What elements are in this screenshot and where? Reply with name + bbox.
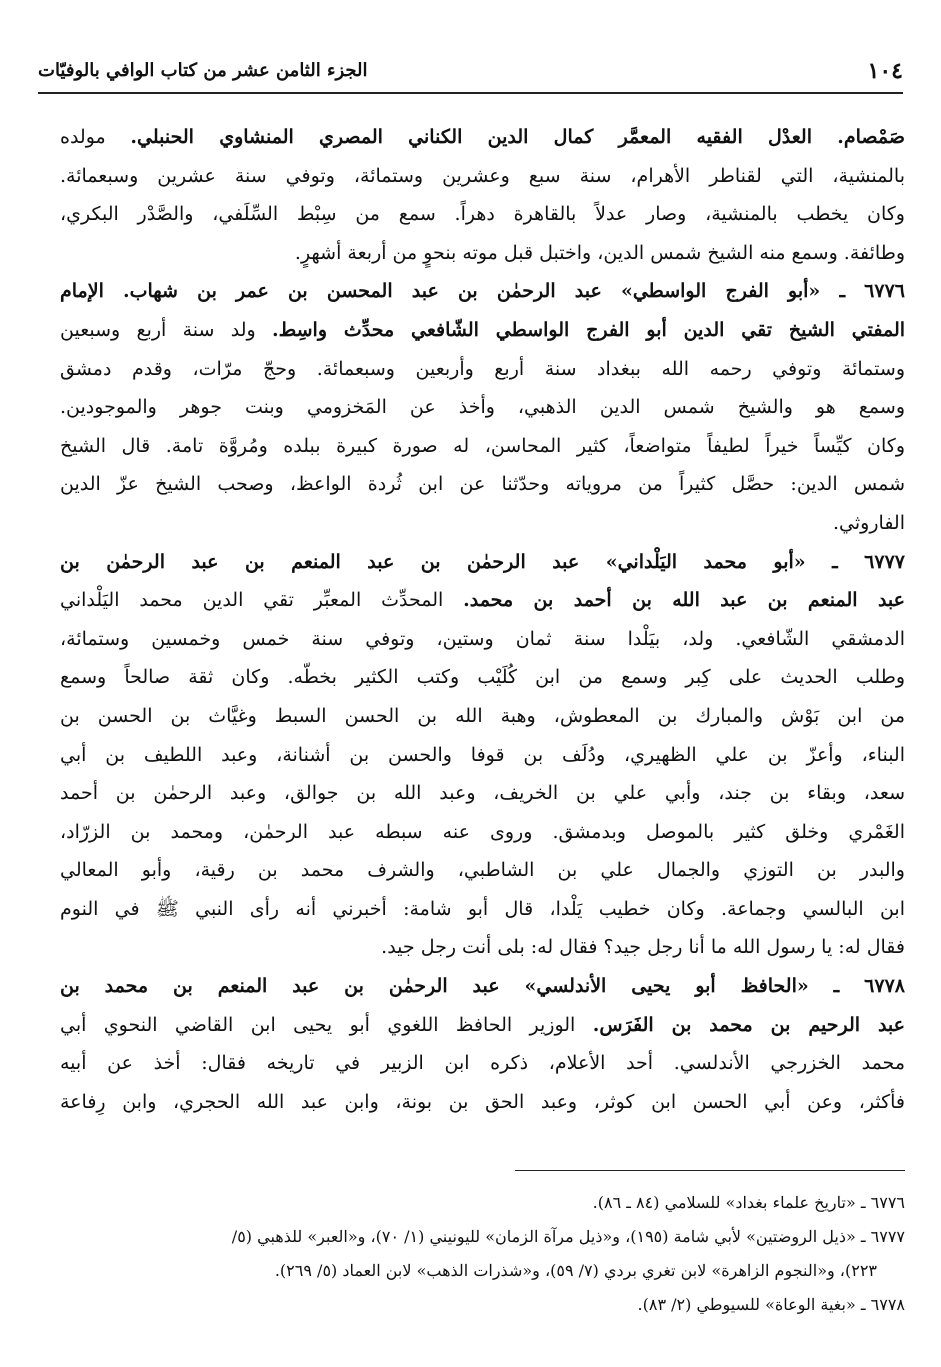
text-line <box>60 311 905 350</box>
text-line <box>60 157 905 196</box>
text-line <box>60 813 905 852</box>
body-text: بالمنشية، التي لقناطر الأهرام، سنة سبع وعشرين وستمائة، وتوفي سنة عشرين وسبعمائة. <box>60 164 905 187</box>
text-line <box>60 697 905 736</box>
text-line <box>60 581 905 620</box>
text-line <box>60 427 905 466</box>
body-text: ابن البالسي وجماعة. وكان خطيب يَلْدا، قال أبو شامة: أخبرني أنه رأى النبي ﷺ في النوم <box>60 897 905 920</box>
text-line <box>60 890 905 929</box>
text-line <box>60 1044 905 1083</box>
body-text: الفاروثي. <box>833 511 905 534</box>
running-header <box>38 52 903 92</box>
text-line <box>60 1083 905 1122</box>
text-line <box>60 465 905 504</box>
body-text: وكان كيِّساً خيراً لطيفاً متواضعاً، كثير المحاسن، له صورة كبيرة ببلده ومُروَّة تامة. قال الشيخ <box>60 434 905 457</box>
body-text: الوزير الحافظ اللغوي أبو يحيى ابن القاضي النحوي أبي <box>60 1013 593 1036</box>
body-text: شمس الدين: حصَّل كثيراً من مروياته وحدّثنا عن ابن ثُردة الواعظ، وصحب الشيخ عزّ الدين <box>60 473 905 496</box>
footnote-separator <box>515 1170 905 1171</box>
text-line <box>60 736 905 775</box>
entry-heading-text: عبد المنعم بن عبد الله بن أحمد بن محمد. <box>463 589 905 612</box>
text-line <box>60 1006 905 1045</box>
body-text: وطلب الحديث على كِبر وسمع من ابن كُلَيْب وكتب الكثير بخطّه. وكان ثقة صالحاً وسمع <box>60 666 905 689</box>
text-line <box>60 195 905 234</box>
main-text <box>60 118 905 1121</box>
entry-heading-text: ٦٧٧٨ ـ «الحافظ أبو يحيى الأندلسي» عبد الرحمٰن بن عبد المنعم بن محمد بن <box>60 975 905 998</box>
body-text: الغَمْري وخلق كثير بالموصل وبدمشق. وروى عنه سبطه عبد الرحمٰن، ومحمد بن الزرّاد، <box>60 820 905 843</box>
body-text: والبدر بن التوزي والجمال علي بن الشاطبي، والشرف محمد بن رقية، وأبو المعالي <box>60 859 905 882</box>
body-text: وكان يخطب بالمنشية، وصار عدلاً بالقاهرة دهراً. سمع من سِبْط السِّلَفي، والصَّدْر البكري، <box>60 203 905 226</box>
body-text: فأكثر، وعن أبي الحسن ابن كوثر، وعبد الحق بن بونة، وابن عبد الله الحجري، وابن رِفاعة <box>60 1090 905 1113</box>
text-line <box>60 851 905 890</box>
entry-heading-text: المفتي الشيخ تقي الدين أبو الفرج الواسطي الشّافعي محدِّث واسِط. <box>271 318 905 341</box>
text-line <box>60 620 905 659</box>
page-number: ١٠٤ <box>867 58 903 84</box>
running-title: الجزء الثامن عشر من كتاب الوافي بالوفيّات <box>38 60 368 81</box>
entry-heading-text: عبد الرحيم بن محمد بن الفَرَس. <box>592 1013 905 1036</box>
text-line <box>60 504 905 543</box>
entry-heading-text: ٦٧٧٧ ـ «أبو محمد اليَلْداني» عبد الرحمٰن بن عبد المنعم بن عبد الرحمٰن بن <box>60 550 905 573</box>
body-text: ولد سنة أربع وسبعين <box>60 318 272 341</box>
text-line <box>60 928 905 967</box>
body-text: سعد، وبقاء بن جند، وأبي علي بن الخريف، وعبد الله بن جوالق، وعبد الرحمٰن بن أحمد <box>60 782 905 805</box>
footnote: ٦٧٧٦ ـ «تاريخ علماء بغداد» للسلامي (٨٤ ـ ٨٦). <box>592 1193 905 1212</box>
body-text: المحدِّث المعبِّر تقي الدين محمد اليَلْداني <box>60 589 464 612</box>
body-text: البناء، وأعزّ بن علي الظهيري، ودُلَف بن قوفا والحسن بن أشنانة، وعبد اللطيف بن أبي <box>60 743 905 766</box>
text-line <box>60 118 905 157</box>
text-line <box>60 234 905 273</box>
text-line <box>60 967 905 1006</box>
body-text: وسمع هو والشيخ شمس الدين الذهبي، وأخذ عن المَخزومي وبنت جوهر والموجودين. <box>60 396 905 419</box>
footnotes <box>60 1186 905 1322</box>
text-line <box>60 350 905 389</box>
body-text: مولده <box>60 126 131 148</box>
text-line <box>60 543 905 582</box>
entry-heading-text: صَمْصام. العدْل الفقيه المعمَّر كمال الدين الكناني المصري المنشاوي الحنبلي. <box>130 126 905 148</box>
footnote: ٦٧٧٨ ـ «بغية الوعاة» للسيوطي (٢/ ٨٣). <box>637 1295 905 1314</box>
body-text: وطائفة. وسمع منه الشيخ شمس الدين، واختبل قبل موته بنحوٍ من أربعة أشهرٍ. <box>294 241 905 264</box>
text-line <box>60 388 905 427</box>
body-text: وستمائة وتوفي رحمه الله ببغداد سنة أربع وأربعين وسبعمائة. وحجّ مرّات، وقدم دمشق <box>60 357 905 380</box>
footnote: ٦٧٧٧ ـ «ذيل الروضتين» لأبي شامة (١٩٥)، و«ذيل مرآة الزمان» لليونيني (١/ ٧٠)، و«العبر» للذهبي (٥/ <box>231 1227 905 1246</box>
body-text: الدمشقي الشّافعي. ولد، بيَلْدا سنة ثمان وستين، وتوفي سنة خمس وخمسين وستمائة، <box>60 627 905 650</box>
text-line <box>60 272 905 311</box>
body-text: من ابن بَوْش والمبارك بن المعطوش، وهبة الله بن الحسن السبط وغيَّاث بن الحسن بن <box>60 704 905 727</box>
text-line <box>60 658 905 697</box>
header-rule <box>38 92 903 94</box>
entry-heading-text: ٦٧٧٦ ـ «أبو الفرج الواسطي» عبد الرحمٰن بن عبد المحسن بن عمر بن شهاب. الإمام <box>60 280 905 303</box>
footnote: ٢٢٣)، و«النجوم الزاهرة» لابن تغري بردي (٧/ ٥٩)، و«شذرات الذهب» لابن العماد (٥/ ٢٦٩). <box>274 1261 877 1280</box>
body-text: فقال له: يا رسول الله ما أنا رجل جيد؟ فقال له: بلى أنت رجل جيد. <box>381 936 905 959</box>
body-text: محمد الخزرجي الأندلسي. أحد الأعلام، ذكره ابن الزبير في تاريخه فقال: أخذ عن أبيه <box>60 1052 905 1075</box>
text-line <box>60 774 905 813</box>
